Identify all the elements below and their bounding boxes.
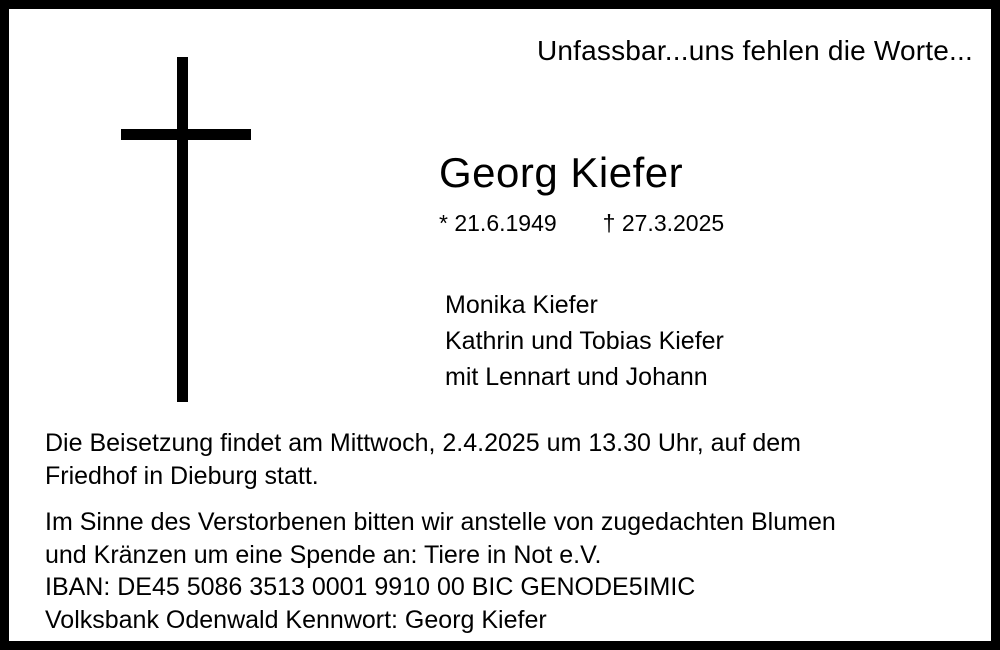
cross-horizontal-bar	[121, 129, 251, 140]
donation-line-1: Im Sinne des Verstorbenen bitten wir anstelle von zugedachten Blumen	[45, 508, 836, 536]
donation-line-2: und Kränzen um eine Spende an: Tiere in Not e.V.	[45, 540, 602, 569]
donation-paragraph	[45, 506, 971, 636]
obituary-headline: Unfassbar...uns fehlen die Worte...	[536, 35, 973, 66]
donation-iban-line: IBAN: DE45 5086 3513 0001 9910 00 BIC GENODE5IMIC	[45, 573, 696, 601]
death-date: † 27.3.2025	[602, 210, 725, 237]
deceased-name: Georg Kiefer	[439, 149, 684, 196]
cross-vertical-bar	[177, 57, 188, 402]
funeral-paragraph	[45, 427, 971, 492]
survivor-line: mit Lennart und Johann	[445, 363, 708, 391]
survivors-list	[445, 287, 985, 395]
funeral-line-1: Die Beisetzung findet am Mittwoch, 2.4.2025 um 13.30 Uhr, auf dem	[45, 429, 801, 457]
name-block	[439, 149, 979, 237]
christian-cross-icon	[121, 57, 251, 402]
life-dates	[439, 210, 979, 237]
obituary-inner	[9, 9, 991, 641]
donation-bank-line: Volksbank Odenwald Kennwort: Georg Kiefer	[45, 605, 547, 634]
survivor-line: Kathrin und Tobias Kiefer	[445, 327, 724, 355]
funeral-line-2: Friedhof in Dieburg statt.	[45, 461, 319, 490]
survivor-line: Monika Kiefer	[445, 291, 598, 319]
birth-date: * 21.6.1949	[439, 210, 557, 237]
body-text	[45, 427, 971, 636]
